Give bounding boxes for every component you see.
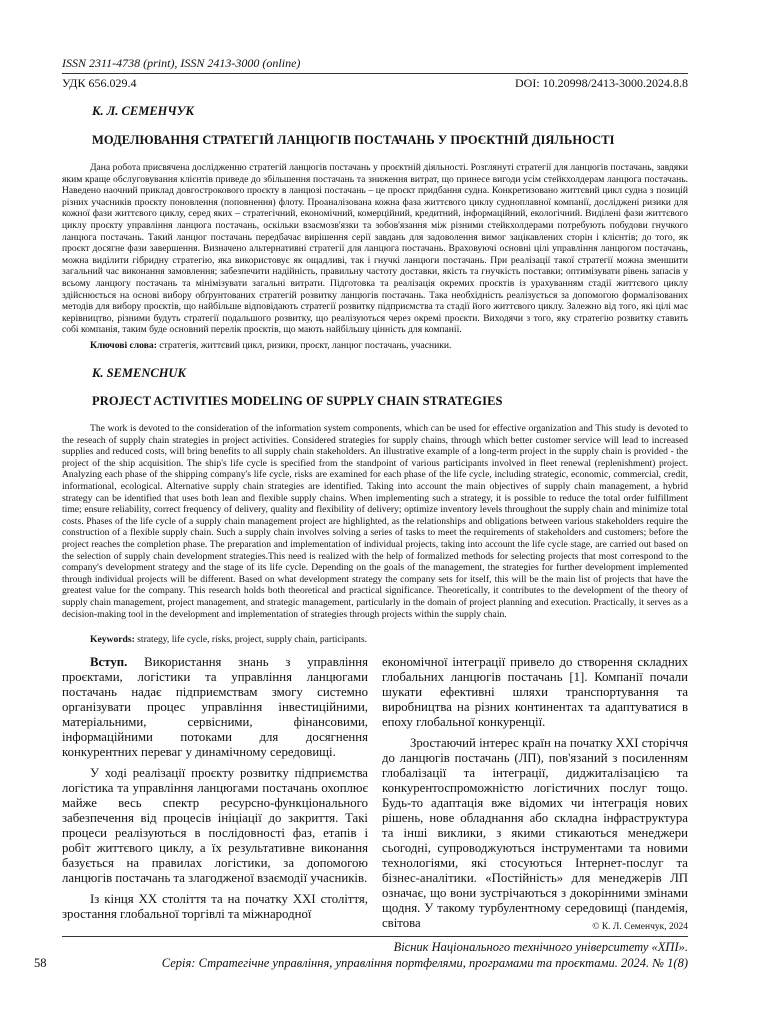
issn-line: ISSN 2311-4738 (print), ISSN 2413-3000 (online) <box>62 56 301 70</box>
page-number: 58 <box>34 956 47 970</box>
title-ua: МОДЕЛЮВАННЯ СТРАТЕГІЙ ЛАНЦЮГІВ ПОСТАЧАНЬ У ПРОЄКТНІЙ ДІЯЛЬНОСТІ <box>92 133 615 147</box>
body-column-right <box>382 655 688 931</box>
title-en: PROJECT ACTIVITIES MODELING OF SUPPLY CHAIN STRATEGIES <box>92 394 503 408</box>
abstract-en: The work is devoted to the consideration of the information system components, which can be used for effective organization and This study is devoted to the reseach of supply chain strategies in project activities. Considered strategies for supply chains, through which better customer service will lead to increased supplies and reduced costs, will bring benefits to all supply chain stakeholders. An illustrative example of a long-term project in the supply chain is provided - the project of the ship acquisition. The ship's life cycle is specified from the standpoint of various participants involved in fleet renewal (replenishment) project. Analyzing each phase of the shipping company's life cycle, risks are examined for each phase of the life cycle, including strategic, economic, commercial, credit, informational, ecological. Alternative supply chain strategies are identified. Taking into account the main objectives of supply chain management, a hybrid strategy can be identified that uses both lean and flexible supply chains. When implementing such a strategy, it is possible to reduce the total order fulfillment time; ensure reliability, correct frequency of delivery, quality and flexibility of delivery; optimize inventory levels throughout the supply chain and minimize total costs. Phases of the life cycle of a supply chain management project are highlighted, as the relationships and obligations between various stakeholders require the construction of a flexible supply chain. Such a supply chain involves solving a series of tasks to meet the requirements of stakeholders and customers; before the project reaches the completion phase. The preparation and implementation of individual projects, taking into account the life cycle stage, are carried out based on the selection of supply chain development strategies.This need is realized with the help of formalized methods for selecting projects that most correspond to the company's development strategy and the stage of its life cycle. Depending on the goals of the management, the strategies for further development implemented through individual projects will be different. Based on what development strategy the company sets for itself, this will be the main list of projects that have the greatest value for the company. This research holds both theoretical and practical significance. Theoretically, it contributes to the development of the theory of supply chain management, project management, and strategic management, particularly in the domain of project planning and execution. Practically, it serves as a decision-making tool in the development and implementation of strategies through projects within the supply chain. <box>62 423 688 620</box>
journal-series: Серія: Стратегічне управління, управління портфелями, програмами та проєктами. 2024. № 1(8) <box>161 956 688 970</box>
udk-code: УДК 656.029.4 <box>62 76 137 90</box>
keywords-ua-label: Ключові слова: <box>90 340 157 351</box>
journal-name: Вісник Національного технічного університету «ХПІ». <box>393 940 688 954</box>
author-en: K. SEMENCHUK <box>92 366 186 380</box>
body-paragraph: У ході реалізації проєкту розвитку підприємства логістика та управління ланцюгами постачань охоплює майже весь спектр ресурсно-функціонального забезпечення від процесів ініціації до закриття. Такі процеси реалізуються в послідовності фаз, етапів і робіт життєвого циклу, а їх результативне виконання базується на правилах логістики, за допомогою ланцюгів постачань та злагодженої взаємодії учасників. <box>62 766 368 885</box>
keywords-en <box>90 634 367 646</box>
body-column-left <box>62 655 368 922</box>
intro-label: Вступ. <box>90 655 128 669</box>
intro-paragraph <box>62 655 368 760</box>
keywords-en-label: Keywords: <box>90 634 135 645</box>
copyright-note: © К. Л. Семенчук, 2024 <box>592 922 688 932</box>
body-paragraph: Із кінця XX століття та на початку XXI століття, зростання глобальної торгівлі та міжнародної <box>62 892 368 921</box>
doi-identifier: DOI: 10.20998/2413-3000.2024.8.8 <box>515 76 688 90</box>
paper-page <box>34 0 688 1024</box>
header-divider <box>62 73 688 74</box>
footer-divider <box>62 936 688 937</box>
keywords-ua <box>90 340 451 352</box>
body-paragraph: економічної інтеграції привело до створення складних глобальних ланцюгів постачань [1]. Компанії почали шукати ефективні шляхи транспортування та виробництва на різних континентах та адаптуватися в епоху глобальної конкуренції. <box>382 655 688 729</box>
keywords-en-text: strategy, life cycle, risks, project, supply chain, participants. <box>137 634 367 645</box>
author-ua: К. Л. СЕМЕНЧУК <box>92 104 194 118</box>
body-paragraph: Зростаючий інтерес країн на початку XXI сторіччя до ланцюгів постачань (ЛП), пов'язаний з посиленням глобалізації та інтеграції, диджиталізацією та конкурентоспроможністю логістичних послуг тощо. Будь-то адаптація вже відомих чи інтеграція нових рішень, нове обладнання або складна інфраструктура та інші виклики, з якими стикаються менеджери сьогодні, супроводжуються інструментами та новими технологіями, які стосуються Інтернет-послуг та бізнес-аналітики. «Постійність» для менеджерів ЛП означає, що вони зустрічаються з докорінними змінами щодня. У такому турбулентному середовищі (пандемія, світова <box>382 736 688 930</box>
abstract-ua: Дана робота присвячена дослідженню стратегій ланцюгів постачань у проєктній діяльності. Розглянуті стратегії для ланцюгів постачань, завдяки яким краще обслуговування клієнтів приведе до збільшення постачань та зниження витрат, що принесе вигоди усім стейкхолдерам ланцюга постачань. Наведено наочний приклад довгострокового проєкту в ланцюзі постачань – це проєкт придбання судна. Конкретизовано життєвий цикл судна з позицій різних учасників проєкту поновлення (поповнення) флоту. Проаналізована кожна фаза життєвого циклу судноплавної компанії, досліджені ризики для кожної фази життєвого циклу, серед яких – стратегічний, економічний, комерційний, кредитний, інформаційний, екологічний. Виділені фази життєвого циклу проєкту управління ланцюга постачань, оскільки взаємозв'язки та зобов'язання між різними стейкхолдерами потребують побудови гнучкого ланцюга постачань. Такий ланцюг постачань передбачає вирішення серії завдань для задоволення вимог зацікавлених сторін і клієнтів; до того, як проєкт досягне фази завершення. Визначено альтернативні стратегії для ланцюга постачань. Враховуючі основні цілі управління ланцюгом постачань, можна виділити гібридну стратегію, яка використовує як ощадливі, так і гнучкі ланцюги постачань. При реалізації такої стратегії можна зменшити загальний час виконання замовлення; забезпечити надійність, правильну частоту доставки, якість та гнучкість поставки; оптимізувати рівень запасів у всьому ланцюгу постачань та мінімізувати загальні витрати. Підготовка та реалізація окремих проєктів із урахуванням стадії життєвого циклу здійснюється на основі вибору обґрунтованих стратегій розвитку ланцюгів постачань. Така необхідність реалізується за допомогою формалізованих методів для вибору проєктів, що найбільше відповідають стратегії розвитку підприємства та стадії його життєвого циклу. Залежно від того, які цілі має керівництво, різними будуть стратегії подальшого розвитку, що реалізуються через окремі проєкти. Виходячи з того, яку стратегію розвитку ставить собі компанія, таким буде основний перелік проєктів, що мають найбільшу цінність для компанії. <box>62 162 688 336</box>
keywords-ua-text: стратегія, життєвий цикл, ризики, проєкт, ланцюг постачань, учасники. <box>159 340 452 351</box>
intro-text: Використання знань з управління проєктами, логістики та управління ланцюгами постачань надає підприємствам змогу системно організувати процес управління інвестиційними, матеріальними, сервісними, фінансовими, інформаційними потоками для досягнення конкурентних переваг у динамічному середовищі. <box>62 655 368 759</box>
